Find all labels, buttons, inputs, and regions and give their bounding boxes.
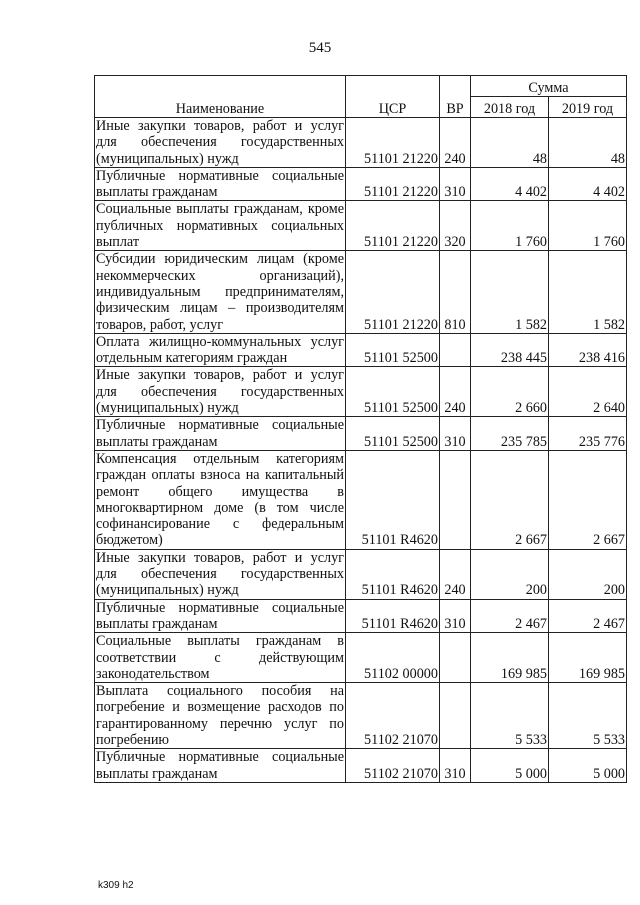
row-vr-code <box>440 633 471 683</box>
table-row <box>95 633 627 683</box>
row-csr-code: 51101 R4620 <box>346 549 440 599</box>
row-sum-2019: 2 667 <box>549 450 627 549</box>
row-sum-2019: 200 <box>549 549 627 599</box>
row-csr-code: 51101 21220 <box>346 167 440 201</box>
row-csr-code: 51101 52500 <box>346 417 440 451</box>
row-csr-code: 51102 21070 <box>346 683 440 749</box>
row-sum-2018: 5 533 <box>471 683 549 749</box>
table-row <box>95 683 627 749</box>
row-name: Субсидии юридическим лицам (кроме некоммерческих организаций), индивидуальным предпринимателям, физическим лицам – производителям товаров, работ, услуг <box>96 251 344 333</box>
row-sum-2018: 5 000 <box>471 749 549 783</box>
row-sum-2018: 169 985 <box>471 633 549 683</box>
row-sum-2019: 5 000 <box>549 749 627 783</box>
header-row <box>95 76 627 97</box>
row-name: Оплата жилищно-коммунальных услуг отдельным категориям граждан <box>96 333 344 367</box>
row-name: Иные закупки товаров, работ и услуг для обеспечения государственных (муниципальных) нужд <box>96 367 344 417</box>
table-row <box>95 417 627 451</box>
row-sum-2018: 2 660 <box>471 367 549 417</box>
row-sum-2019: 238 416 <box>549 333 627 367</box>
row-vr-code: 310 <box>440 599 471 633</box>
header-name: Наименование <box>95 76 346 118</box>
row-vr-code: 240 <box>440 549 471 599</box>
header-year-2019: 2019 год <box>549 97 627 118</box>
row-sum-2019: 235 776 <box>549 417 627 451</box>
table-row <box>95 201 627 251</box>
row-name: Компенсация отдельным категориям граждан оплаты взноса на капитальный ремонт общего имущества в многоквартирном доме (в том числе софинансирование с федеральным бюджетом) <box>96 450 344 549</box>
row-name: Публичные нормативные социальные выплаты гражданам <box>96 167 344 201</box>
row-name: Публичные нормативные социальные выплаты гражданам <box>96 599 344 632</box>
row-csr-code: 51101 21220 <box>346 251 440 333</box>
row-name: Выплата социального пособия на погребение и возмещение расходов по гарантированному перечню услуг по погребению <box>96 683 344 748</box>
row-sum-2018: 238 445 <box>471 333 549 367</box>
table-row <box>95 599 627 633</box>
row-name: Публичные нормативные социальные выплаты гражданам <box>96 749 344 782</box>
row-vr-code: 310 <box>440 167 471 201</box>
row-vr-code: 240 <box>440 118 471 168</box>
row-vr-code: 240 <box>440 367 471 417</box>
budget-table <box>94 75 627 783</box>
row-sum-2018: 4 402 <box>471 167 549 201</box>
row-sum-2018: 1 760 <box>471 201 549 251</box>
row-sum-2019: 169 985 <box>549 633 627 683</box>
header-csr: ЦСР <box>346 76 440 118</box>
row-sum-2018: 2 667 <box>471 450 549 549</box>
row-csr-code: 51101 52500 <box>346 333 440 367</box>
row-sum-2018: 235 785 <box>471 417 549 451</box>
table-row <box>95 167 627 201</box>
row-name: Социальные выплаты гражданам в соответствии с действующим законодательством <box>96 633 344 682</box>
row-name: Иные закупки товаров, работ и услуг для обеспечения государственных (муниципальных) нужд <box>96 118 344 167</box>
table-row <box>95 549 627 599</box>
row-vr-code <box>440 683 471 749</box>
table-row <box>95 333 627 367</box>
row-sum-2019: 2 640 <box>549 367 627 417</box>
table-row <box>95 367 627 417</box>
row-sum-2019: 5 533 <box>549 683 627 749</box>
row-sum-2018: 48 <box>471 118 549 168</box>
footer-code: k309 h2 <box>98 880 134 891</box>
row-csr-code: 51101 R4620 <box>346 599 440 633</box>
row-vr-code: 320 <box>440 201 471 251</box>
row-sum-2019: 48 <box>549 118 627 168</box>
header-vr: ВР <box>440 76 471 118</box>
row-sum-2018: 2 467 <box>471 599 549 633</box>
row-vr-code: 810 <box>440 251 471 333</box>
row-csr-code: 51101 R4620 <box>346 450 440 549</box>
row-vr-code: 310 <box>440 417 471 451</box>
row-name: Социальные выплаты гражданам, кроме публичных нормативных социальных выплат <box>96 201 344 251</box>
row-sum-2018: 200 <box>471 549 549 599</box>
table-body <box>95 118 627 783</box>
row-vr-code <box>440 450 471 549</box>
row-sum-2019: 1 760 <box>549 201 627 251</box>
row-csr-code: 51102 21070 <box>346 749 440 783</box>
table-row <box>95 749 627 783</box>
row-vr-code <box>440 333 471 367</box>
row-vr-code: 310 <box>440 749 471 783</box>
row-csr-code: 51102 00000 <box>346 633 440 683</box>
table-row <box>95 118 627 168</box>
row-name: Публичные нормативные социальные выплаты гражданам <box>96 417 344 450</box>
header-year-2018: 2018 год <box>471 97 549 118</box>
table-row <box>95 450 627 549</box>
row-sum-2018: 1 582 <box>471 251 549 333</box>
row-csr-code: 51101 52500 <box>346 367 440 417</box>
header-sum: Сумма <box>471 76 627 97</box>
row-sum-2019: 4 402 <box>549 167 627 201</box>
page-number: 545 <box>308 40 332 56</box>
table-row <box>95 251 627 333</box>
row-csr-code: 51101 21220 <box>346 201 440 251</box>
row-csr-code: 51101 21220 <box>346 118 440 168</box>
row-sum-2019: 2 467 <box>549 599 627 633</box>
row-sum-2019: 1 582 <box>549 251 627 333</box>
row-name: Иные закупки товаров, работ и услуг для обеспечения государственных (муниципальных) нужд <box>96 549 344 599</box>
